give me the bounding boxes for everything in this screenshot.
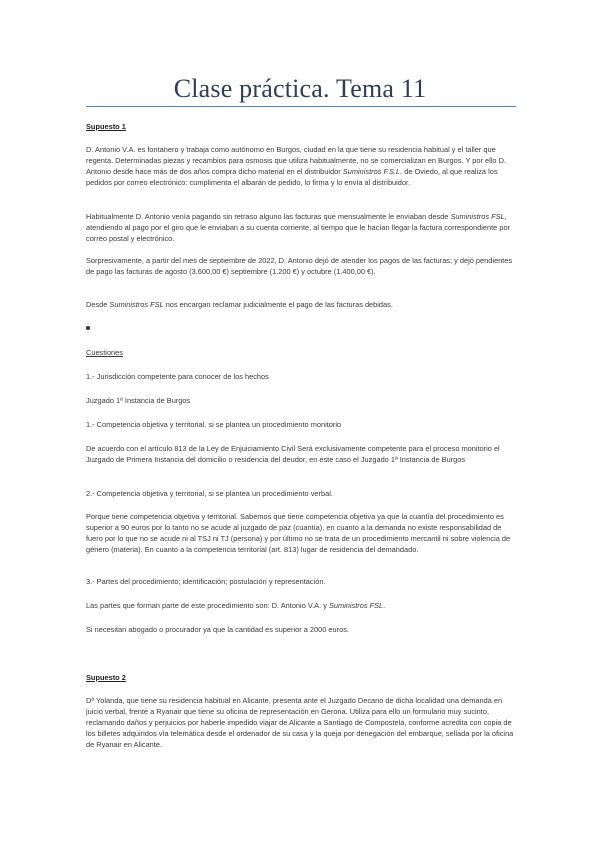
text-run: D. Antonio V.A. es fontanero y trabaja como autónomo en Burgos, ciudad en la que tiene su residencia habitual y el taller que regenta. Determinadas piezas y recambios para osmosis que utiliza habitualmente, no se comercializan en Burgos. Y por ello D. Antonio desde hace más de dos años compra dicho material en el distribuidor — [86, 145, 506, 176]
text-run: Desde — [86, 300, 110, 309]
text-run: . — [383, 601, 386, 610]
emphasis: Suministros F.S.L. — [342, 167, 403, 176]
answer-5: Si necesitan abogado o procurador ya que la cantidad es superior a 2000 euros. — [86, 625, 349, 634]
page-title: Clase práctica. Tema 11 — [173, 74, 427, 103]
question-3: 2.- Competencia objetiva y territorial, si se plantea un procedimiento verbal. — [86, 489, 333, 498]
question-2: 1.- Competencia objetiva y territorial, si se plantea un procedimiento monitorio — [86, 420, 342, 429]
answer-2: De acuerdo con el artículo 813 de la Ley de Enjuiciamiento Civil Será exclusivamente competente para el proceso monitorio el Juzgado de Primera Instancia del domicilio o residencia del deudor, en este caso el Juzgado 1ª Instancia de Burgos — [86, 444, 500, 464]
bullet-marker — [86, 326, 90, 330]
supuesto-2-paragraph-1: Dª Yolanda, que tiene su residencia habitual en Alicante, presenta ante el Juzgado Decano de dicha localidad una demanda en juicio verbal, frente a Ryanair que tiene su oficina de representación en Gerona. Utiliza para ello un formulario muy sucinto, reclamando daños y perjuicios por haberle impedido viajar de Alicante a Santiago de Compostela, conforme acredita con copia de los billetes adquiridos vía telemática desde el ordenador de su casa y la queja por denegación del embarque, sellada por la oficina de Ryanair en Alicante. — [86, 696, 514, 749]
question-1: 1.- Jurisdicción competente para conocer de los hechos — [86, 372, 269, 381]
emphasis: Suministros FSL — [328, 601, 384, 610]
answer-4 — [86, 600, 518, 611]
cuestiones-heading: Cuestiones — [86, 348, 123, 357]
supuesto-1-heading: Supuesto 1 — [86, 122, 126, 131]
supuesto-1-paragraph-4 — [86, 299, 518, 310]
supuesto-1-paragraph-3: Sorpresivamente, a partir del mes de septiembre de 2022, D. Antonio dejó de atender los pagos de las facturas; y dejó pendientes de pago las facturas de agosto (3.600,00 €) septiembre (1.200 €) y octubre (1.400,00 €). — [86, 256, 513, 276]
text-run: nos encargan reclamar judicialmente el pago de las facturas debidas. — [163, 300, 393, 309]
title-rule — [86, 106, 516, 107]
text-run: de Oviedo, al que realiza los pedidos por correo electrónico: cumplimenta el albarán de pedido, lo firma y lo envía al distribuidor. — [86, 167, 498, 187]
text-run: , atendiendo al pago por el giro que le enviaban a su cuenta corriente, al tiempo que le hacían llegar la factura correspondiente por correo postal y electrónico. — [86, 212, 511, 243]
answer-3: Porque tiene competencia objetiva y territorial. Sabemos que tiene competencia objetiva ya que la cuantía del procedimiento es superior a 90 euros por lo tanto no se acude al juzgado de paz (cuantía), en cuanto a la demanda no existe responsabilidad de fuero por lo que no se acude ni al TSJ ni TJ (persona) y por último no se trata de un procedimiento mercantil ni sobre violencia de género (materia). En cuanto a la competencia territorial (art. 813) lugar de residencia del demandado. — [86, 512, 511, 554]
emphasis: Suministros FSL — [450, 212, 505, 221]
text-run: Habitualmente D. Antonio venía pagando sin retraso alguno las facturas que mensualmente le enviaban desde — [86, 212, 451, 221]
text-run: Las partes que forman parte de este procedimiento son: D. Antonio V.A. y — [86, 601, 329, 610]
supuesto-1-paragraph-2 — [86, 211, 518, 244]
emphasis: Suministros FSL — [109, 300, 164, 309]
question-4: 3.- Partes del procedimiento; identificación; postulación y representación. — [86, 577, 326, 586]
supuesto-2-heading: Supuesto 2 — [86, 673, 126, 682]
supuesto-1-paragraph-1 — [86, 144, 518, 188]
answer-1: Juzgado 1ª Instancia de Burgos — [86, 396, 191, 405]
